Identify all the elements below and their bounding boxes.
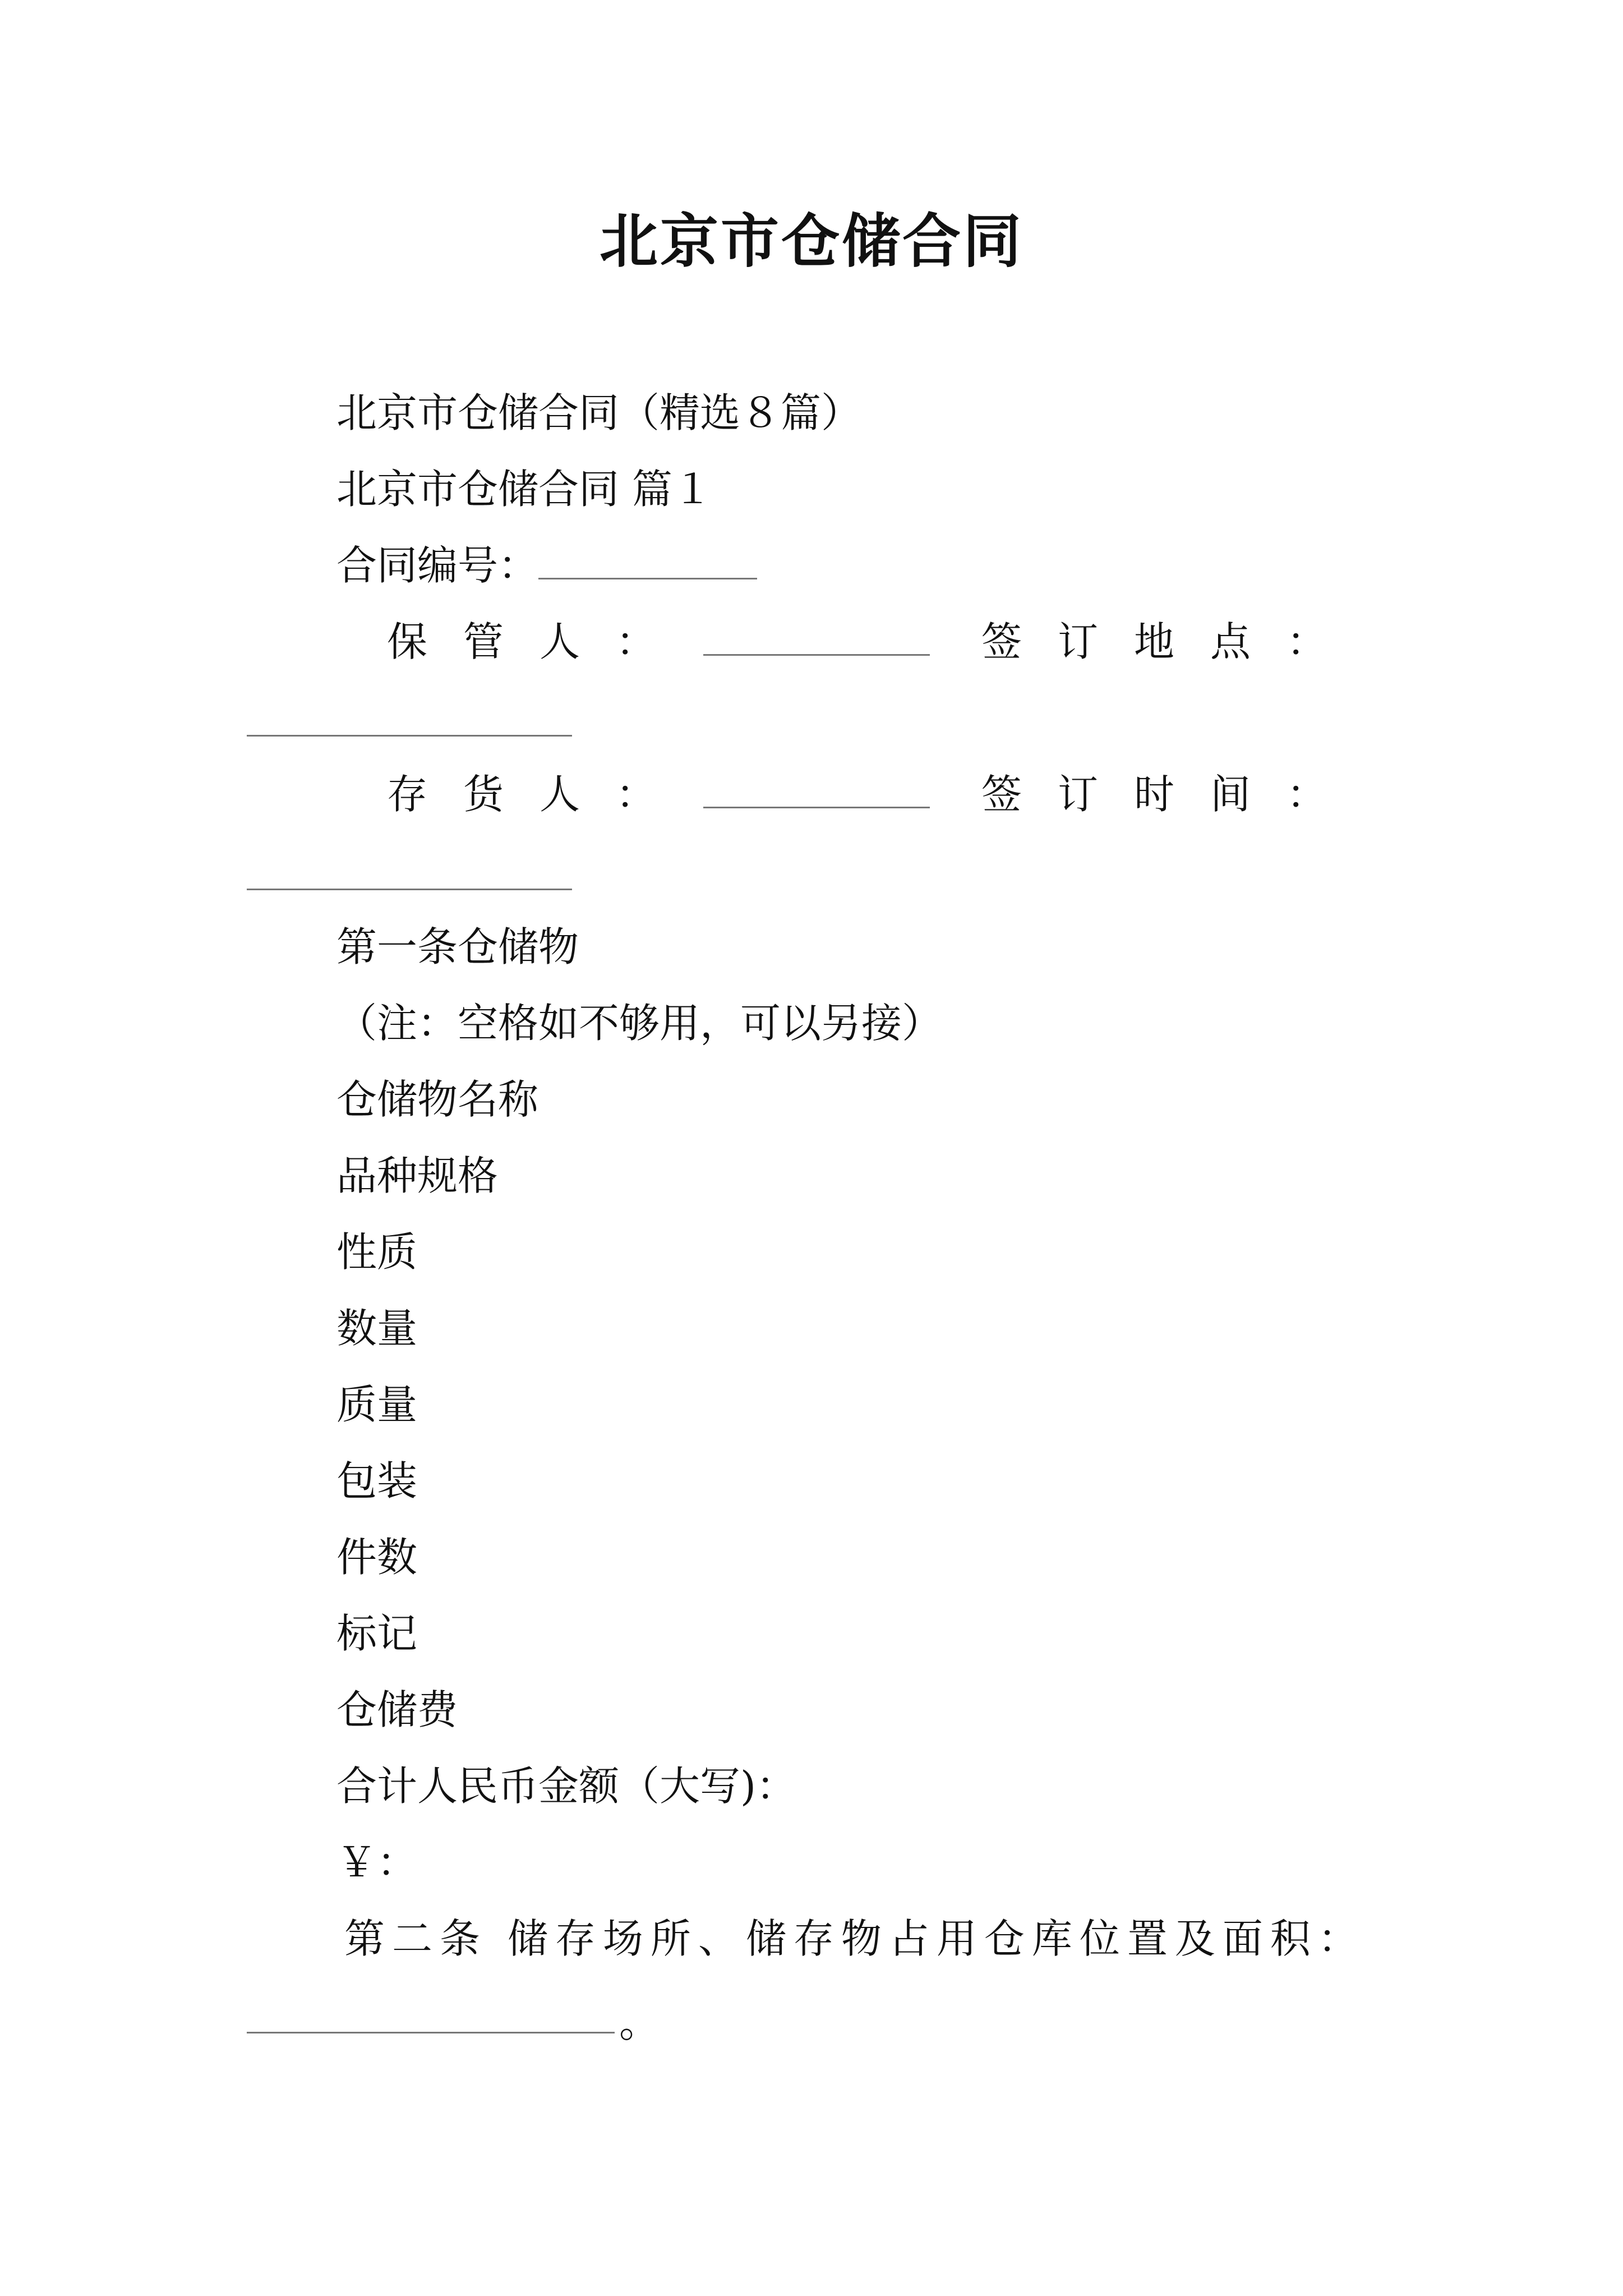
document-subtitle: 北京市仓储合同（精选８篇）: [336, 389, 862, 436]
contract-number-line: [336, 537, 757, 593]
article1-heading: 第一条仓储物: [336, 923, 579, 970]
custodian-label: 保管人：: [387, 618, 693, 665]
article2-blank: [247, 2032, 615, 2033]
signing-time-label: 签订时间：: [981, 771, 1363, 818]
item-name: 仓储物名称: [336, 1076, 539, 1123]
item-spec: 品种规格: [336, 1152, 499, 1199]
item-quantity: 数量: [336, 1305, 418, 1352]
item-packaging: 包装: [336, 1457, 418, 1504]
item-nature: 性质: [336, 1228, 418, 1276]
item-pieces: 件数: [336, 1534, 418, 1581]
note-text: （注：空格如不够用，可以另接）: [336, 1000, 943, 1047]
item-storage-fee: 仓储费: [336, 1686, 458, 1733]
contract-number-blank: [538, 539, 757, 579]
article2-end-mark: 。: [619, 1999, 660, 2046]
custodian-row: [387, 614, 1363, 670]
article2-text: 第二条 储存场所、储存物占用仓库位置及面积：: [344, 1915, 1366, 1962]
signing-time-blank: [247, 889, 572, 890]
depositor-label: 存货人：: [387, 771, 693, 818]
depositor-blank: [703, 767, 930, 808]
contract-number-label: 合同编号：: [336, 542, 539, 589]
part-heading: 北京市仓储合同 篇１: [336, 466, 713, 513]
item-quality: 质量: [336, 1381, 418, 1428]
signing-place-label: 签订地点：: [981, 618, 1363, 665]
yen-label: ￥：: [336, 1839, 418, 1886]
total-amount-label: 合计人民币金额（大写)：: [336, 1763, 797, 1810]
signing-place-blank: [247, 735, 572, 737]
document-title: 北京市仓储合同: [599, 206, 1023, 275]
custodian-blank: [703, 615, 930, 656]
depositor-row: [387, 766, 1363, 822]
item-marks: 标记: [336, 1610, 418, 1657]
